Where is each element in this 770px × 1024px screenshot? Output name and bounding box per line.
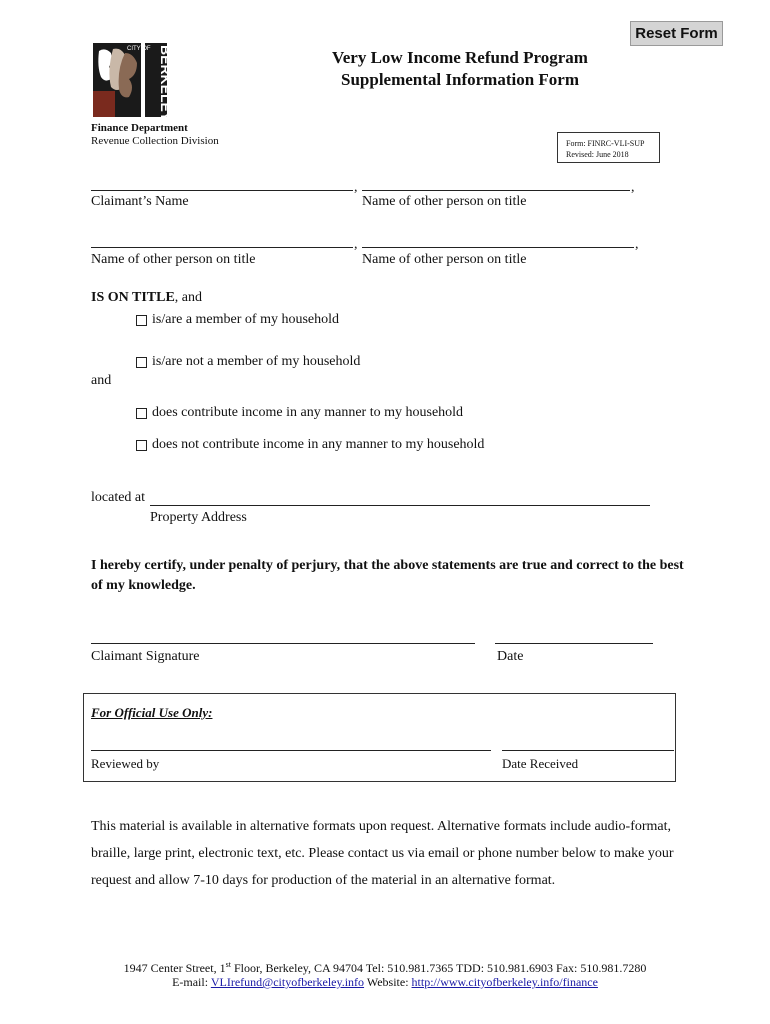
footer-address-post: Floor, Berkeley, CA 94704 Tel: 510.981.7365 TDD: 510.981.6903 Fax: 510.981.7280 bbox=[230, 961, 647, 975]
other-person-name-field-2[interactable] bbox=[91, 247, 353, 248]
claimant-signature-field[interactable] bbox=[91, 643, 475, 644]
name-end-comma: , bbox=[635, 237, 639, 252]
not-contribute-label: does not contribute income in any manner to my household bbox=[152, 437, 485, 452]
not-member-checkbox[interactable] bbox=[136, 357, 147, 368]
page-subtitle: Supplemental Information Form bbox=[341, 70, 579, 89]
footer-website-label: Website: bbox=[364, 975, 412, 989]
on-title-bold: IS ON TITLE bbox=[91, 290, 175, 305]
footer-address-pre: 1947 Center Street, 1 bbox=[123, 961, 226, 975]
footer-email-label: E-mail: bbox=[172, 975, 211, 989]
division-label: Revenue Collection Division bbox=[91, 135, 219, 147]
footer-website-link[interactable]: http://www.cityofberkeley.info/finance bbox=[411, 975, 598, 989]
located-at-label: located at bbox=[91, 490, 146, 505]
form-code: Form: FINRC-VLI-SUP bbox=[566, 139, 645, 148]
name-end-comma: , bbox=[631, 180, 635, 195]
signature-date-label: Date bbox=[497, 649, 524, 664]
other-person-name-field-3[interactable] bbox=[362, 247, 634, 248]
page-title: Very Low Income Refund Program bbox=[332, 48, 588, 67]
not-contribute-checkbox[interactable] bbox=[136, 440, 147, 451]
alternative-formats-notice: This material is available in alternative formats upon request. Alternative formats include audio-format, braille, large print, electronic text, etc. Please contact us via email or phone number below to make your request and allow 7-10 days for production of the material in an alternative format. bbox=[91, 819, 674, 888]
not-contribute-option bbox=[136, 437, 484, 453]
form-revised: Revised: June 2018 bbox=[566, 150, 629, 159]
signature-date-field[interactable] bbox=[495, 643, 653, 644]
footer-email-link[interactable]: VLIrefund@cityofberkeley.info bbox=[210, 975, 365, 989]
logo-berkeley-text: BERKELEY bbox=[158, 45, 174, 122]
other-person-name-field-1[interactable] bbox=[362, 190, 630, 191]
date-received-field[interactable] bbox=[502, 750, 674, 751]
name-separator: , bbox=[354, 180, 358, 195]
claimant-signature-label: Claimant Signature bbox=[91, 649, 200, 664]
date-received-label: Date Received bbox=[502, 756, 579, 771]
property-address-field[interactable] bbox=[150, 505, 650, 506]
contribute-checkbox[interactable] bbox=[136, 408, 147, 419]
not-member-label: is/are not a member of my household bbox=[152, 354, 361, 369]
footer-address bbox=[40, 960, 730, 976]
department-label: Finance Department bbox=[91, 122, 188, 134]
reset-form-button[interactable]: Reset Form bbox=[630, 21, 723, 46]
claimant-name-field[interactable] bbox=[91, 190, 353, 191]
not-member-option bbox=[136, 354, 360, 370]
contribute-label: does contribute income in any manner to my household bbox=[152, 405, 464, 420]
on-title-rest: , and bbox=[174, 290, 202, 305]
logo-city-of-text: CITY OF bbox=[127, 46, 151, 52]
name-separator: , bbox=[354, 237, 358, 252]
member-checkbox[interactable] bbox=[136, 315, 147, 326]
reviewed-by-label: Reviewed by bbox=[91, 756, 160, 771]
official-use-title: For Official Use Only: bbox=[91, 705, 213, 720]
and-label: and bbox=[91, 373, 112, 388]
reviewed-by-field[interactable] bbox=[91, 750, 491, 751]
certification-statement: I hereby certify, under penalty of perjury, that the above statements are true and correct to the best of my knowledge. bbox=[91, 558, 684, 593]
city-of-berkeley-logo bbox=[91, 41, 174, 122]
footer-address-sup: st bbox=[225, 960, 231, 969]
member-label: is/are a member of my household bbox=[152, 312, 340, 327]
other-person-label-3: Name of other person on title bbox=[362, 252, 527, 267]
property-address-label: Property Address bbox=[150, 510, 247, 525]
member-option bbox=[136, 312, 339, 328]
other-person-label-2: Name of other person on title bbox=[91, 252, 256, 267]
other-person-label-1: Name of other person on title bbox=[362, 194, 527, 209]
on-title-intro bbox=[91, 290, 202, 306]
footer-contact bbox=[40, 975, 730, 990]
contribute-option bbox=[136, 405, 463, 421]
form-info-box bbox=[557, 132, 660, 163]
claimant-name-label: Claimant’s Name bbox=[91, 194, 189, 209]
